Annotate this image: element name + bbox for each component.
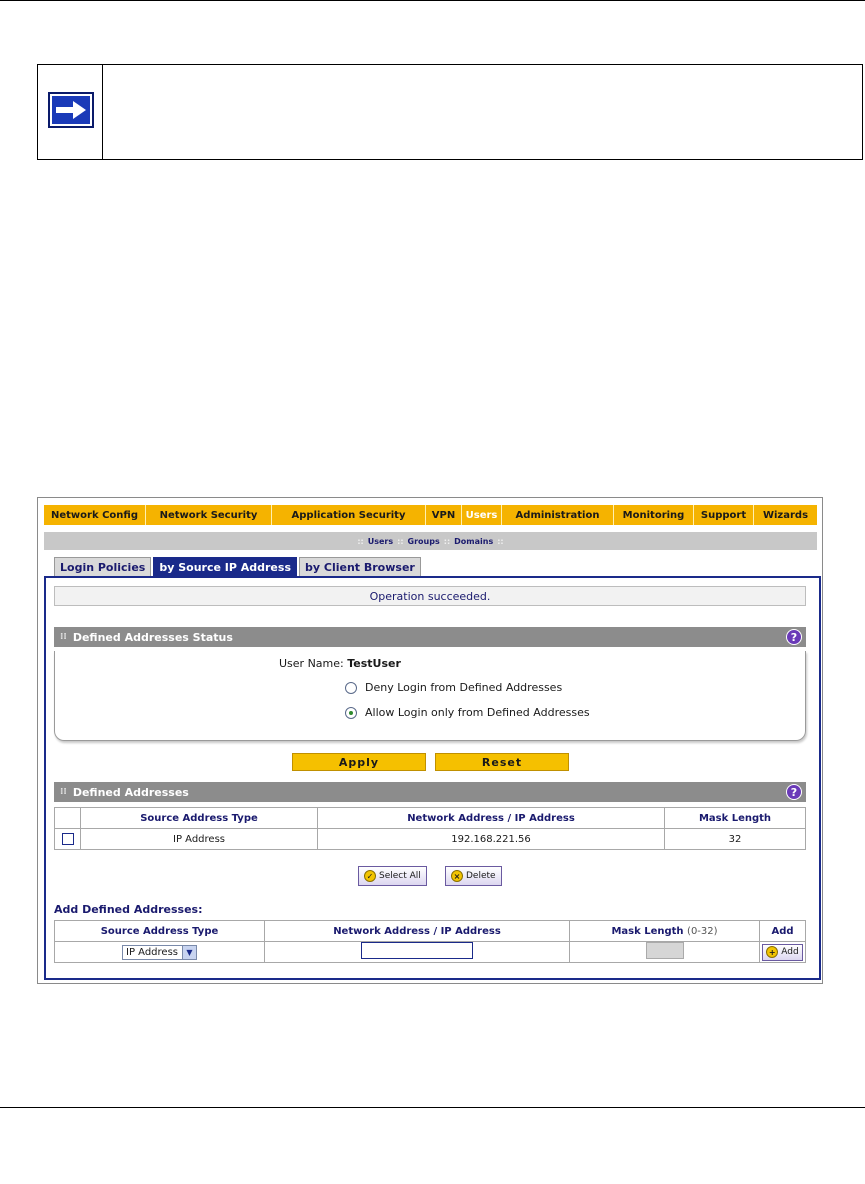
status-section-header	[54, 627, 806, 647]
grip-icon: ⁞⁞	[60, 632, 67, 642]
apply-button[interactable]: Apply	[292, 753, 426, 771]
router-ui-screenshot	[37, 497, 823, 984]
table-header-row	[55, 808, 806, 829]
defined-addresses-table	[54, 807, 806, 850]
deny-label: Deny Login from Defined Addresses	[365, 681, 563, 694]
arrow-right-icon	[48, 92, 94, 128]
tab-by-client-browser[interactable]: by Client Browser	[299, 557, 421, 576]
grip-icon: ⁞⁞	[60, 787, 67, 797]
help-icon[interactable]: ?	[786, 784, 802, 800]
tab-bar	[54, 557, 423, 576]
allow-label: Allow Login only from Defined Addresses	[365, 706, 590, 719]
table-row	[55, 829, 806, 850]
nav-monitoring[interactable]: Monitoring	[614, 505, 694, 525]
nav-administration[interactable]: Administration	[502, 505, 614, 525]
nav-network-config[interactable]: Network Config	[44, 505, 146, 525]
col-mask: Mask Length	[665, 808, 806, 829]
content-panel	[44, 576, 821, 980]
tab-by-source-ip[interactable]: by Source IP Address	[153, 557, 297, 576]
add-col-address: Network Address / IP Address	[265, 921, 570, 942]
add-col-type: Source Address Type	[55, 921, 265, 942]
bottom-rule	[0, 1107, 865, 1108]
main-nav	[44, 505, 817, 525]
allow-radio[interactable]	[345, 707, 357, 719]
user-name-value: TestUser	[347, 657, 401, 670]
top-rule	[0, 0, 865, 1]
tab-login-policies[interactable]: Login Policies	[54, 557, 151, 576]
nav-users[interactable]: Users	[462, 505, 502, 525]
nav-wizards[interactable]: Wizards	[762, 509, 809, 521]
row-checkbox[interactable]	[62, 833, 74, 845]
sub-nav: :: Users :: Groups :: Domains ::	[44, 532, 817, 550]
defined-section-title: Defined Addresses	[72, 785, 189, 799]
status-section-title: Defined Addresses Status	[72, 630, 233, 644]
row-address: 192.168.221.56	[318, 829, 665, 850]
deny-option[interactable]	[345, 681, 562, 694]
nav-vpn[interactable]: VPN	[426, 505, 462, 525]
source-type-select[interactable]: IP Address ▼	[122, 945, 197, 960]
status-message: Operation succeeded.	[54, 586, 806, 606]
col-source-type: Source Address Type	[81, 808, 318, 829]
add-header-row	[55, 921, 806, 942]
note-divider	[102, 65, 103, 159]
add-input-row	[55, 942, 806, 963]
nav-network-security[interactable]: Network Security	[146, 505, 272, 525]
delete-button[interactable]: × Delete	[445, 866, 502, 886]
delete-icon: ×	[451, 870, 463, 882]
add-addresses-table	[54, 920, 806, 963]
mask-length-input	[646, 942, 684, 959]
add-col-add: Add	[760, 921, 806, 942]
note-box	[37, 64, 863, 160]
subnav-users[interactable]: Users	[367, 536, 394, 546]
col-address: Network Address / IP Address	[318, 808, 665, 829]
select-all-button[interactable]: ✓ Select All	[358, 866, 427, 886]
add-col-mask: Mask Length (0-32)	[570, 921, 760, 942]
status-box	[54, 651, 806, 741]
row-type: IP Address	[81, 829, 318, 850]
reset-button[interactable]: Reset	[435, 753, 569, 771]
allow-option[interactable]	[345, 706, 590, 719]
help-icon[interactable]: ?	[786, 629, 802, 645]
subnav-domains[interactable]: Domains	[454, 536, 494, 546]
row-mask: 32	[665, 829, 806, 850]
add-button[interactable]: + Add	[762, 944, 802, 961]
chevron-down-icon: ▼	[182, 946, 196, 959]
plus-icon: +	[766, 946, 778, 958]
user-name-row: User Name: TestUser	[279, 657, 401, 670]
deny-radio[interactable]	[345, 682, 357, 694]
defined-section-header	[54, 782, 806, 802]
check-icon: ✓	[364, 870, 376, 882]
add-section-title: Add Defined Addresses:	[54, 903, 203, 916]
nav-support[interactable]: Support	[694, 505, 754, 525]
address-input[interactable]	[361, 942, 473, 959]
subnav-groups[interactable]: Groups	[407, 536, 440, 546]
nav-application-security[interactable]: Application Security	[272, 505, 426, 525]
